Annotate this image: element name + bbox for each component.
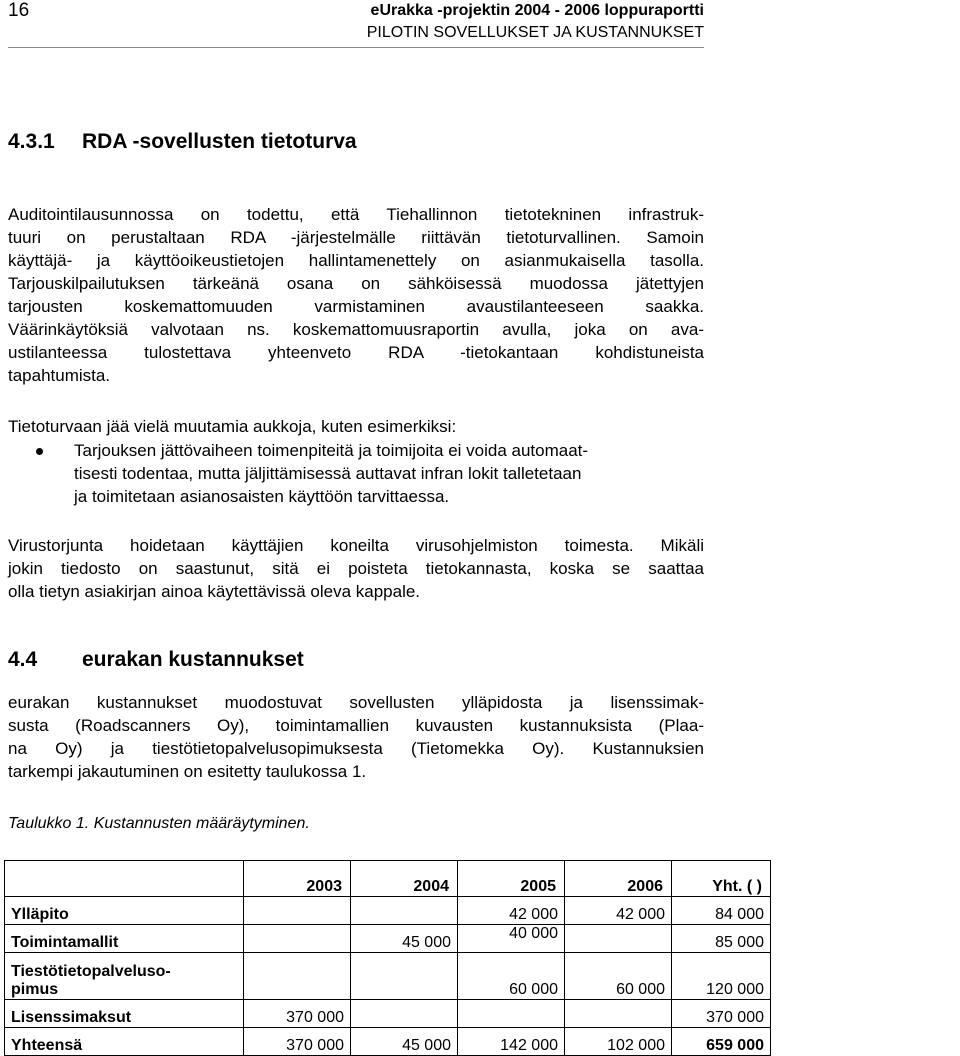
text-line: jokin tiedosto on saastunut, sitä ei poisteta tietokannasta, koska se saattaa: [8, 559, 704, 578]
text-line: ja toimitetaan asianosaisten käyttöön tarvittaessa.: [74, 487, 450, 506]
grand-total-cell: 659 000: [672, 1028, 771, 1056]
text-line: Tarjouskilpailutuksen tärkeänä osana on sähköisessä muodossa jätettyjen: [8, 274, 704, 293]
section-number: 4.3.1: [8, 130, 55, 153]
section-title: RDA -sovellusten tietoturva: [82, 130, 357, 153]
text-line: eurakan kustannukset muodostuvat sovellusten ylläpidosta ja lisenssimak-: [8, 693, 704, 712]
table-cell: [244, 897, 351, 925]
table-cell: [244, 953, 351, 1000]
table-cell: [351, 1000, 458, 1028]
row-label-line: Tiestötietopalveluso-: [11, 963, 171, 980]
table-cell: [565, 925, 672, 953]
table-cell: 370 000: [244, 1000, 351, 1028]
text-line: olla tietyn asiakirjan ainoa käytettävissä oleva kappale.: [8, 582, 421, 601]
table-row: [5, 897, 771, 925]
table-cell: [244, 925, 351, 953]
row-label-line: pimus: [11, 981, 59, 998]
bullet-text: [74, 439, 704, 508]
table-row: [5, 1000, 771, 1028]
chapter-title: PILOTIN SOVELLUKSET JA KUSTANNUKSET: [366, 24, 704, 41]
bullet-icon: [36, 448, 43, 455]
table-cell: 85 000: [672, 925, 771, 953]
running-header: [284, 0, 704, 44]
table-header-cell: 2003: [244, 861, 351, 897]
text-line: tapahtumista.: [8, 366, 111, 385]
text-line: Auditointilausunnossa on todettu, että Tiehallinnon tietotekninen infrastruk-: [8, 205, 704, 224]
table-cell: 60 000: [458, 953, 565, 1000]
table-caption: Taulukko 1. Kustannusten määräytyminen.: [8, 815, 310, 832]
table-header-row: [5, 861, 771, 897]
table-cell: 120 000: [672, 953, 771, 1000]
cost-table: [4, 860, 771, 1056]
section-heading-4-4: [8, 648, 304, 672]
paragraph-costs: [8, 691, 704, 783]
text-line: susta (Roadscanners Oy), toimintamallien kuvausten kustannuksista (Plaa-: [8, 716, 704, 735]
table-cell: 102 000: [565, 1028, 672, 1056]
text-line: Tarjouksen jättövaiheen toimenpiteitä ja toimijoita ei voida automaat-: [74, 441, 589, 460]
table-cell: 42 000: [458, 897, 565, 925]
table-cell: [458, 1000, 565, 1028]
table-cell: 40 000: [458, 925, 565, 953]
table-row: [5, 925, 771, 953]
section-heading-4-3-1: [8, 130, 357, 154]
text-line: tarjousten koskemattomuuden varmistaminen avaustilanteeseen saakka.: [8, 297, 704, 316]
text-line: tuuri on perustaltaan RDA -järjestelmälle riittävän tietoturvallinen. Samoin: [8, 228, 704, 247]
table-cell: [351, 897, 458, 925]
paragraph-gaps-intro: [8, 415, 704, 438]
table-header-cell: Yht. ( ): [672, 861, 771, 897]
table-cell: 60 000: [565, 953, 672, 1000]
text-line: käyttäjä- ja käyttöoikeustietojen hallintamenettely on asianmukaisella tasolla.: [8, 251, 704, 270]
report-title: eUrakka -projektin 2004 - 2006 loppuraportti: [370, 2, 704, 19]
bullet-item: [8, 439, 704, 509]
text-line: Virustorjunta hoidetaan käyttäjien koneilta virusohjelmiston toimesta. Mikäli: [8, 536, 704, 555]
section-title: eurakan kustannukset: [82, 648, 304, 671]
table-header-cell: 2005: [458, 861, 565, 897]
paragraph-antivirus: [8, 534, 704, 603]
table-cell: [565, 1000, 672, 1028]
section-number: 4.4: [8, 648, 38, 671]
header-divider: [8, 47, 704, 48]
table-header-cell: 2004: [351, 861, 458, 897]
page-number: 16: [8, 0, 30, 21]
row-label: Toimintamallit: [5, 925, 244, 953]
row-label: Yhteensä: [5, 1028, 244, 1056]
table-cell: 42 000: [565, 897, 672, 925]
row-label: Lisenssimaksut: [5, 1000, 244, 1028]
text-line: na Oy) ja tiestötietopalvelusopimuksesta (Tietomekka Oy). Kustannuksien: [8, 739, 704, 758]
paragraph-security-audit: [8, 203, 704, 387]
table-row: [5, 953, 771, 1000]
table-cell: 370 000: [244, 1028, 351, 1056]
text-line: tisesti todentaa, mutta jäljittämisessä auttavat infran lokit talletetaan: [74, 464, 582, 483]
table-header-cell: [5, 861, 244, 897]
table-cell: 84 000: [672, 897, 771, 925]
row-label: [5, 953, 244, 1000]
table-total-row: [5, 1028, 771, 1056]
table-header-cell: 2006: [565, 861, 672, 897]
table-cell: [351, 953, 458, 1000]
text-line: ustilanteessa tulostettava yhteenveto RDA -tietokantaan kohdistuneista: [8, 343, 704, 362]
table-cell: 45 000: [351, 925, 458, 953]
text-line: tarkempi jakautuminen on esitetty taulukossa 1.: [8, 762, 367, 781]
text-line: Väärinkäytöksiä valvotaan ns. koskemattomuusraportin avulla, joka on ava-: [8, 320, 704, 339]
table-cell: 370 000: [672, 1000, 771, 1028]
table-cell: 45 000: [351, 1028, 458, 1056]
table-cell: 142 000: [458, 1028, 565, 1056]
row-label: Ylläpito: [5, 897, 244, 925]
text-line: Tietoturvaan jää vielä muutamia aukkoja, kuten esimerkiksi:: [8, 417, 457, 436]
